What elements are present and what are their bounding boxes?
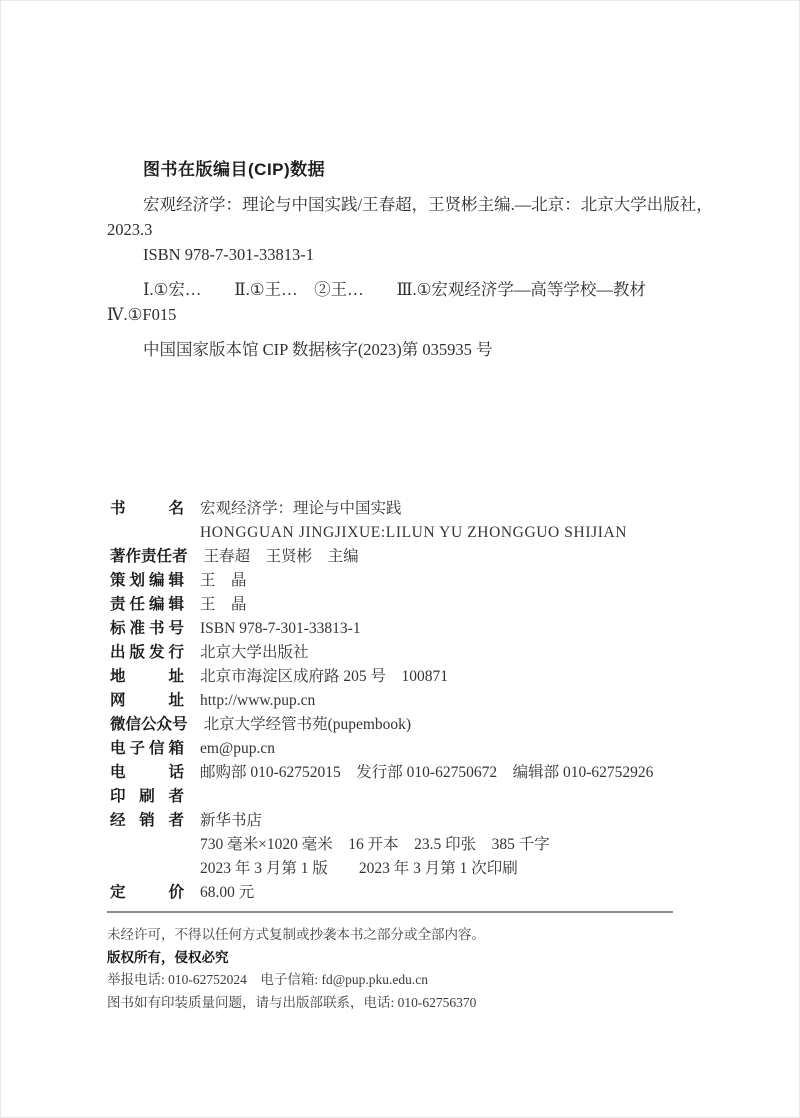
- book-title-cn: 宏观经济学：理论与中国实践: [200, 500, 402, 517]
- report-contact-line: 举报电话: 010-62752024 电子信箱: fd@pup.pku.edu.cn: [107, 972, 429, 987]
- row-value: 北京大学经管书苑(pupembook): [203, 716, 412, 733]
- colophon-row-publisher: [107, 641, 747, 665]
- row-label: 印 刷 者: [110, 788, 184, 805]
- footer-block: [107, 924, 747, 1014]
- cip-title: 图书在版编目(CIP)数据: [143, 160, 326, 179]
- cip-classification-line-1: Ⅰ.①宏… Ⅱ.①王… ②王… Ⅲ.①宏观经济学—高等学校—教材: [143, 280, 646, 299]
- colophon-row-responsible-editor: [107, 593, 747, 617]
- price-value: 68.00 元: [200, 884, 255, 901]
- row-label: 经 销 者: [110, 812, 184, 829]
- colophon-row-wechat: [107, 713, 747, 737]
- colophon-row-isbn: [107, 617, 747, 641]
- row-label: 微 信 公 众 号: [110, 716, 188, 733]
- row-value: 北京市海淀区成府路 205 号 100871: [200, 668, 449, 685]
- row-label: 网 址: [110, 692, 184, 709]
- email-address: em@pup.cn: [200, 740, 275, 757]
- colophon-row-planning-editor: [107, 569, 747, 593]
- print-quality-line: 图书如有印装质量问题，请与出版部联系，电话: 010-62756370: [107, 994, 477, 1010]
- cip-data-block: [107, 157, 713, 362]
- cip-isbn-line: ISBN 978-7-301-33813-1: [143, 245, 314, 264]
- row-label: 电 子 信 箱: [110, 740, 184, 757]
- cip-classification-line-2: Ⅳ.①F015: [107, 305, 177, 324]
- cip-registry-line: 中国国家版本馆 CIP 数据核字(2023)第 035935 号: [143, 340, 493, 359]
- row-label: 书 名: [110, 500, 184, 517]
- colophon-row-website: [107, 689, 747, 713]
- row-label: 策 划 编 辑: [110, 572, 184, 589]
- row-label: 地 址: [110, 668, 184, 685]
- row-label: 著 作 责 任 者: [110, 548, 188, 565]
- phone-numbers: 邮购部 010-62752015 发行部 010-62750672 编辑部 010-62752926: [200, 764, 654, 781]
- colophon-row-email: [107, 737, 747, 761]
- row-label: 责 任 编 辑: [110, 596, 184, 613]
- row-value: [200, 809, 550, 881]
- row-label: 电 话: [110, 764, 184, 781]
- cip-record-line-2: 2023.3: [107, 220, 153, 239]
- row-label: 标 准 书 号: [110, 620, 184, 637]
- colophon-row-distributor: [107, 809, 747, 881]
- row-label: 定 价: [110, 884, 184, 901]
- row-value: [200, 497, 627, 545]
- row-value: 王 晶: [200, 596, 247, 613]
- row-value: 北京大学出版社: [200, 644, 309, 661]
- edition-printing-line: 2023 年 3 月第 1 版 2023 年 3 月第 1 次印刷: [200, 860, 518, 877]
- book-title-pinyin: HONGGUAN JINGJIXUE:LILUN YU ZHONGGUO SHIJIAN: [200, 524, 628, 541]
- colophon-row-address: [107, 665, 747, 689]
- row-value: 王 晶: [200, 572, 247, 589]
- divider-rule: [107, 911, 673, 913]
- website-url: http://www.pup.cn: [200, 692, 316, 709]
- colophon-block: [107, 497, 747, 905]
- colophon-row-phone: [107, 761, 747, 785]
- colophon-row-printer: [107, 785, 747, 809]
- format-spec-line: 730 毫米×1020 毫米 16 开本 23.5 印张 385 千字: [200, 836, 550, 853]
- row-value: ISBN 978-7-301-33813-1: [200, 620, 361, 637]
- colophon-row-authors: [107, 545, 747, 569]
- permission-notice: 未经许可，不得以任何方式复制或抄袭本书之部分或全部内容。: [107, 927, 485, 942]
- colophon-row-book-title: [107, 497, 747, 545]
- colophon-row-price: [107, 881, 747, 905]
- copyright-statement: 版权所有，侵权必究: [107, 949, 229, 965]
- row-label: 出 版 发 行: [110, 644, 184, 661]
- distributor-name: 新华书店: [200, 812, 263, 829]
- cip-record-line-1: 宏观经济学：理论与中国实践/王春超，王贤彬主编.—北京：北京大学出版社，: [143, 195, 713, 214]
- row-value: 王春超 王贤彬 主编: [203, 548, 359, 565]
